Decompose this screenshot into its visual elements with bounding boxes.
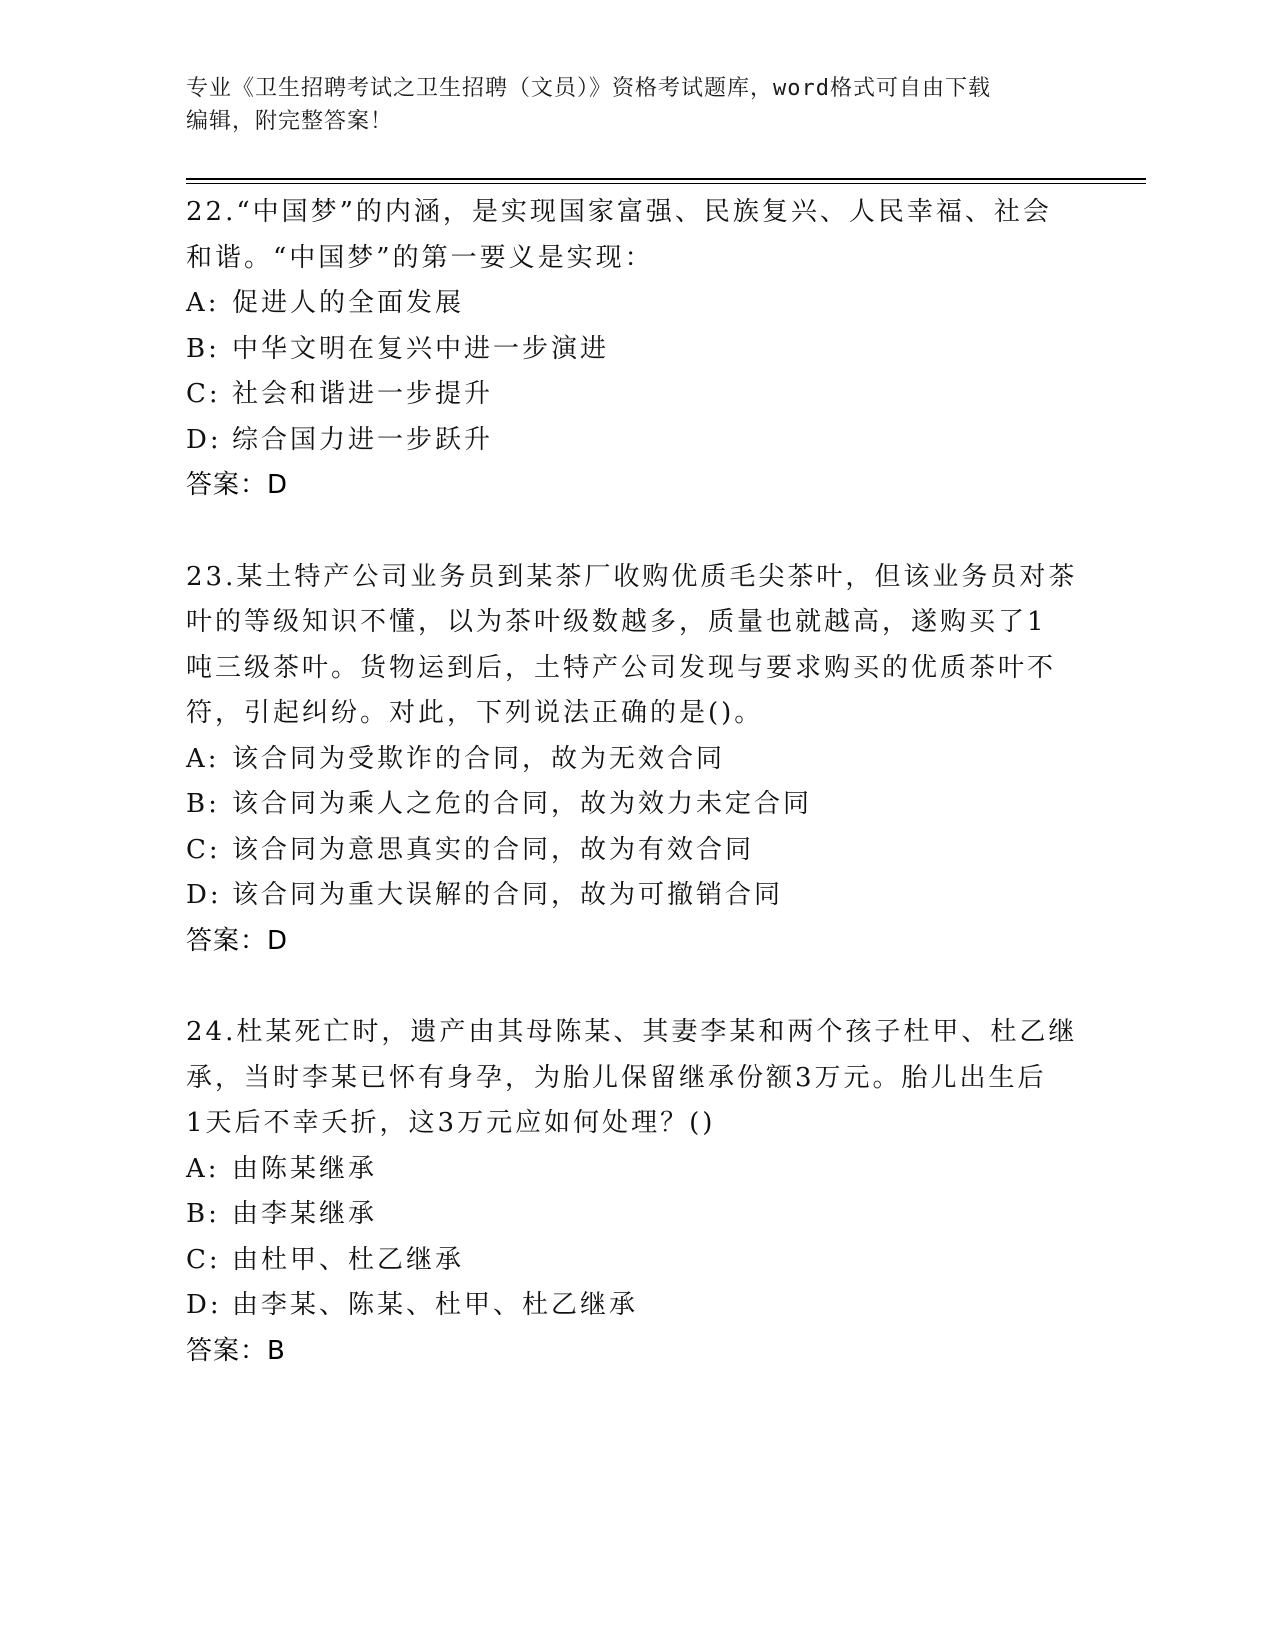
question-text-line: 吨三级茶叶。货物运到后，土特产公司发现与要求购买的优质茶叶不: [186, 652, 1057, 683]
option-text: 由李某继承: [232, 1199, 378, 1229]
option-a: [186, 1147, 1086, 1193]
option-letter: B:: [186, 1199, 220, 1229]
option-letter: D:: [186, 424, 222, 455]
question-24: [186, 1010, 1086, 1374]
option-b: [186, 327, 1086, 373]
question-text-line: 和谐。“中国梦”的第一要义是实现：: [186, 242, 654, 273]
option-d: [186, 1283, 1086, 1329]
option-letter: B:: [186, 789, 220, 819]
question-text-line: 22.“中国梦”的内涵，是实现国家富强、民族复兴、人民幸福、社会: [186, 197, 1052, 227]
option-letter: D:: [186, 1290, 222, 1320]
question-text-line: 23.某土特产公司业务员到某茶厂收购优质毛尖茶叶，但该业务员对茶: [186, 561, 1078, 592]
option-text: 该合同为意思真实的合同，故为有效合同: [232, 834, 755, 865]
option-text: 社会和谐进一步提升: [232, 379, 494, 409]
option-text: 中华文明在复兴中进一步演进: [232, 333, 610, 364]
page-header: [186, 72, 1086, 138]
header-divider-thin: [186, 183, 1146, 184]
question-text-line: 叶的等级知识不懂，以为茶叶级数越多，质量也就越高，遂购买了1: [186, 607, 1047, 637]
question-23: [186, 555, 1086, 965]
option-text: 该合同为乘人之危的合同，故为效力未定合同: [232, 789, 813, 819]
question-text-line: 24.杜某死亡时，遗产由其母陈某、其妻李某和两个孩子杜甲、杜乙继: [186, 1017, 1078, 1047]
option-letter: A:: [186, 743, 220, 774]
option-text: 该合同为重大误解的合同，故为可撤销合同: [232, 880, 784, 910]
option-a: [186, 737, 1086, 783]
option-text: 促进人的全面发展: [232, 288, 465, 318]
option-c: [186, 828, 1086, 874]
header-line: 编辑，附完整答案！: [186, 109, 394, 134]
option-text: 综合国力进一步跃升: [232, 424, 494, 455]
option-letter: A:: [186, 1153, 220, 1184]
option-a: [186, 281, 1086, 327]
answer-line: 答案：D: [186, 925, 289, 956]
option-b: [186, 782, 1086, 828]
option-letter: C:: [186, 1244, 221, 1275]
question-list: [186, 190, 1086, 1374]
option-text: 该合同为受欺诈的合同，故为无效合同: [232, 743, 726, 774]
option-text: 由陈某继承: [232, 1153, 378, 1184]
header-divider-thick: [186, 178, 1146, 180]
option-letter: C:: [186, 379, 221, 409]
question-text-line: 1天后不幸夭折，这3万元应如何处理？(): [186, 1108, 716, 1138]
question-text-line: 符，引起纠纷。对此，下列说法正确的是()。: [186, 698, 764, 728]
option-letter: C:: [186, 834, 221, 865]
option-b: [186, 1192, 1086, 1238]
option-text: 由杜甲、杜乙继承: [232, 1244, 465, 1275]
option-text: 由李某、陈某、杜甲、杜乙继承: [232, 1290, 639, 1320]
option-letter: A:: [186, 288, 220, 318]
question-text-line: 承，当时李某已怀有身孕，为胎儿保留继承份额3万元。胎儿出生后: [186, 1062, 1047, 1093]
option-d: [186, 873, 1086, 919]
answer-line: 答案：D: [186, 470, 289, 500]
option-letter: B:: [186, 333, 220, 364]
option-c: [186, 372, 1086, 418]
option-c: [186, 1238, 1086, 1284]
option-d: [186, 418, 1086, 464]
option-letter: D:: [186, 880, 222, 910]
question-22: [186, 190, 1086, 509]
header-line: 专业《卫生招聘考试之卫生招聘（文员）》资格考试题库，word格式可自由下载: [186, 76, 991, 101]
answer-line: 答案：B: [186, 1335, 286, 1366]
